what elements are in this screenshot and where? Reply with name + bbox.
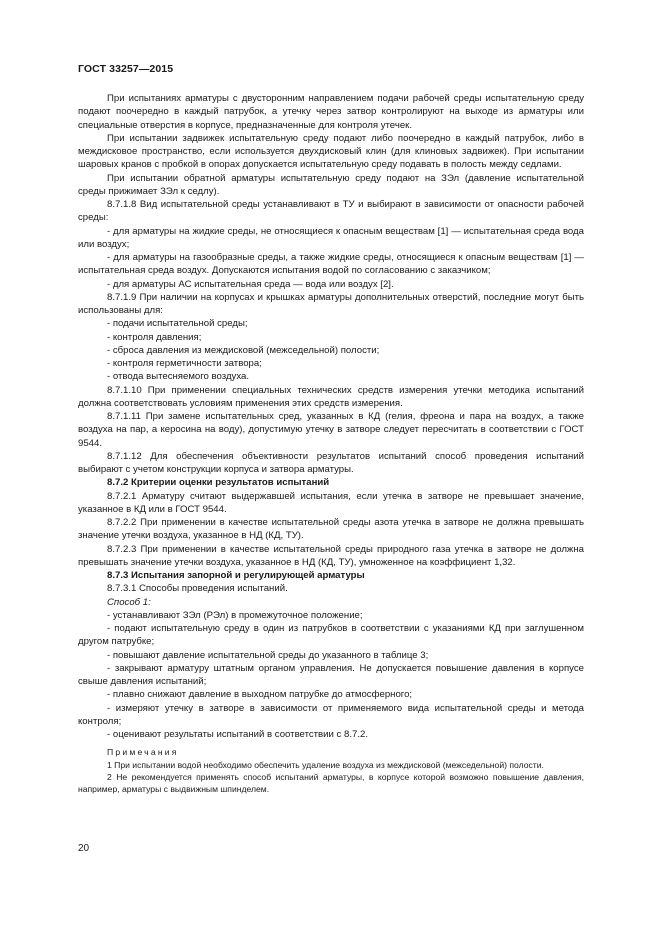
- document-body: [78, 92, 584, 795]
- list-item: - закрывают арматуру штатным органом управления. Не допускается повышение давления в корпусе свыше давления испытаний;: [78, 662, 584, 687]
- list-item: - для арматуры на газообразные среды, а также жидкие среды, относящиеся к опасным веществам [1] — испытательная среда воздух. Допускаются испытания водой по согласованию с заказчиком;: [78, 252, 584, 277]
- list-item: - для арматуры на жидкие среды, не относящиеся к опасным веществам [1] — испытательная среда вода или воздух;: [78, 225, 584, 250]
- clause-8-7-2-2: 8.7.2.2 При применении в качестве испытательной среды азота утечка в затворе не должна превышать значение утечки воздуха, указанное в НД (КД, ТУ).: [78, 517, 584, 542]
- page-number: 20: [78, 843, 90, 854]
- note-item: 2 Не рекомендуется применять способ испытаний арматуры, в корпусе которой возможно повышение давления, например, арматуры с выдвижным шпинделем.: [78, 772, 584, 795]
- paragraph: При испытаниях арматуры с двусторонним направлением подачи рабочей среды испытательную среду подают поочередно в каждый патрубок, а утечку через затвор контролируют на выходе из арматуры или специальные отверстия в корпусе, предназначенные для контроля утечек.: [78, 93, 584, 131]
- list-item: - оценивают результаты испытаний в соответствии с 8.7.2.: [107, 729, 368, 740]
- clause-8-7-1-11: 8.7.1.11 При замене испытательных сред, указанных в КД (гелия, фреона и пара на воздух, а также воздуха на пар, а керосина на воду), допустимую утечку в затворе следует пересчитать в соответствии с ГОСТ 9544.: [78, 411, 584, 449]
- clause-8-7-1-10: 8.7.1.10 При применении специальных технических средств измерения утечки методика испытаний должна соответствовать условиям применения этих средств измерения.: [78, 384, 584, 409]
- list-item: - подают испытательную среду в один из патрубков в соответствии с указаниями КД при заглушенном другом патрубке;: [78, 623, 584, 648]
- list-item: - плавно снижают давление в выходном патрубке до атмосферного;: [107, 689, 413, 701]
- document-header: ГОСТ 33257—2015: [78, 63, 174, 75]
- clause-8-7-3-1: 8.7.3.1 Способы проведения испытаний.: [107, 583, 288, 595]
- list-item: - отвода вытесняемого воздуха.: [107, 371, 250, 383]
- clause-8-7-1-9: 8.7.1.9 При наличии на корпусах и крышках арматуры дополнительных отверстий, последние могут быть использованы для:: [78, 291, 584, 316]
- list-item: - для арматуры АС испытательная среда — вода или воздух [2].: [107, 278, 394, 290]
- list-item: - измеряют утечку в затворе в зависимости от применяемого вида испытательной среды и метода контроля;: [78, 702, 584, 727]
- clause-8-7-1-8: 8.7.1.8 Вид испытательной среды устанавливают в ТУ и выбирают в зависимости от опасности рабочей среды:: [78, 199, 584, 224]
- note-item: 1 При испытании водой необходимо обеспечить удаление воздуха из междисковой (межседельной) полости.: [107, 760, 544, 771]
- list-item: - сброса давления из междисковой (межседельной) полости;: [107, 344, 380, 356]
- paragraph: При испытании задвижек испытательную среду подают либо поочередно в каждый патрубок, либо в междисковое пространство, если используется двухдисковый клин (для клиновых задвижек). При испытании шаровых кранов с пробкой в опорах допускается испытательную среду подавать в полость между седлами.: [78, 132, 584, 171]
- section-heading-8-7-3: 8.7.3 Испытания запорной и регулирующей арматуры: [107, 570, 365, 581]
- notes-title: Примечания: [107, 747, 179, 758]
- list-item: - подачи испытательной среды;: [107, 318, 248, 330]
- list-item: - повышают давление испытательной среды до указанного в таблице 3;: [107, 649, 429, 661]
- method-heading: Способ 1:: [107, 596, 151, 608]
- list-item: - контроля герметичности затвора;: [107, 358, 262, 369]
- section-heading-8-7-2: 8.7.2 Критерии оценки результатов испытаний: [107, 477, 330, 489]
- list-item: - контроля давления;: [107, 331, 202, 343]
- clause-8-7-2-1: 8.7.2.1 Арматуру считают выдержавшей испытания, если утечка в затворе не превышает значение, указанное в КД или в ГОСТ 9544.: [78, 490, 584, 515]
- clause-8-7-2-3: 8.7.2.3 При применении в качестве испытательной среды природного газа утечка в затворе не должна превышать значение утечки воздуха, указанное в НД (КД, ТУ), умноженное на коэффициент 1,32.: [78, 543, 584, 568]
- clause-8-7-1-12: 8.7.1.12 Для обеспечения объективности результатов испытаний способ проведения испытаний выбирают с учетом конструкции корпуса и затвора арматуры.: [78, 450, 584, 475]
- list-item: - устанавливают ЗЭл (РЭл) в промежуточное положение;: [107, 609, 363, 621]
- paragraph: При испытании обратной арматуры испытательную среду подают на ЗЭл (давление испытательной среды прижимает ЗЭл к седлу).: [78, 172, 584, 197]
- notes-block: [78, 746, 584, 795]
